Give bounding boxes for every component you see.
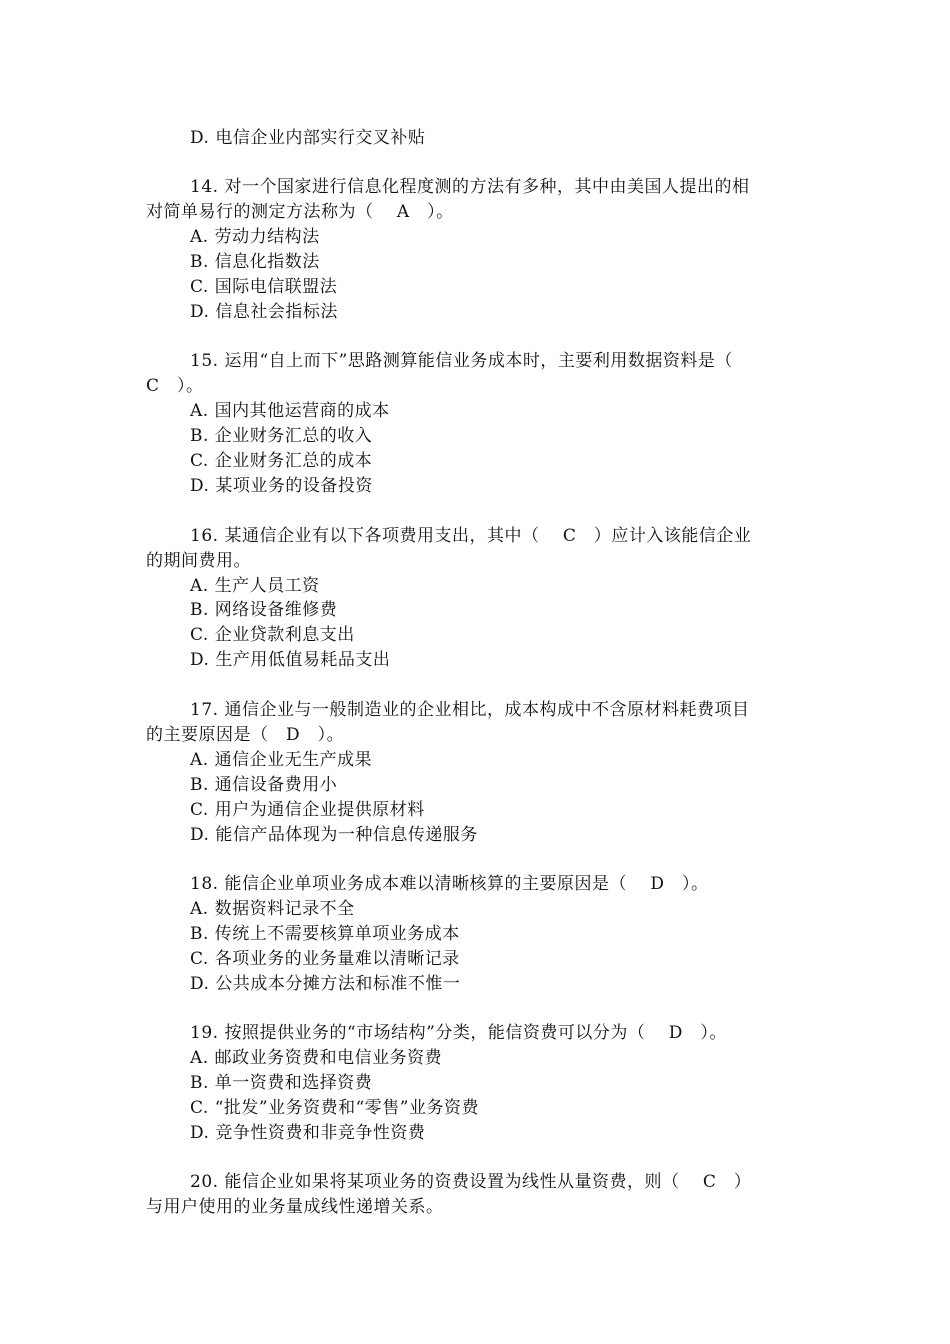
question-17-option-a: A. 通信企业无生产成果 [190, 750, 373, 770]
question-14-option-d: D. 信息社会指标法 [190, 302, 338, 322]
question-15-text: 15. 运用“自上而下”思路测算能信业务成本时，主要利用数据资料是（ [190, 351, 733, 371]
question-18-text: 18. 能信企业单项业务成本难以清晰核算的主要原因是（ D ）。 [190, 874, 709, 894]
question-18-option-d: D. 公共成本分摊方法和标准不惟一 [190, 974, 461, 994]
question-19-option-a: A. 邮政业务资费和电信业务资费 [190, 1048, 443, 1068]
question-17-text: 17. 通信企业与一般制造业的企业相比，成本构成中不含原材料耗费项目 [190, 700, 750, 720]
question-17-option-b: B. 通信设备费用小 [190, 775, 338, 795]
question-15-option-a: A. 国内其他运营商的成本 [190, 401, 390, 421]
prev-question-option-d: D. 电信企业内部实行交叉补贴 [190, 128, 426, 148]
question-16-option-c: C. 企业贷款利息支出 [190, 625, 355, 645]
question-19-option-d: D. 竞争性资费和非竞争性资费 [190, 1123, 426, 1143]
question-18-option-b: B. 传统上不需要核算单项业务成本 [190, 924, 460, 944]
question-16-text: 16. 某通信企业有以下各项费用支出，其中（ C ）应计入该能信企业 [190, 526, 752, 546]
question-14-option-c: C. 国际电信联盟法 [190, 277, 338, 297]
question-18-option-a: A. 数据资料记录不全 [190, 899, 355, 919]
question-16-option-a: A. 生产人员工资 [190, 576, 320, 596]
question-19-text: 19. 按照提供业务的“市场结构”分类，能信资费可以分为（ D ）。 [190, 1023, 727, 1043]
question-14-option-a: A. 劳动力结构法 [190, 227, 320, 247]
question-14-text: 14. 对一个国家进行信息化程度测的方法有多种，其中由美国人提出的相 [190, 177, 750, 197]
question-15-option-b: B. 企业财务汇总的收入 [190, 426, 373, 446]
question-15-option-c: C. 企业财务汇总的成本 [190, 451, 373, 471]
question-17-text-cont: 的主要原因是（ D ）。 [146, 725, 345, 745]
question-17-option-d: D. 能信产品体现为一种信息传递服务 [190, 825, 478, 845]
question-15-option-d: D. 某项业务的设备投资 [190, 476, 373, 496]
question-20-text: 20. 能信企业如果将某项业务的资费设置为线性从量资费，则（ C ） [190, 1172, 752, 1192]
question-16-option-d: D. 生产用低值易耗品支出 [190, 650, 391, 670]
question-14-text-cont: 对简单易行的测定方法称为（ A ）。 [146, 202, 454, 222]
question-14-option-b: B. 信息化指数法 [190, 252, 320, 272]
question-16-text-cont: 的期间费用。 [146, 551, 251, 571]
question-15-text-cont: C ）。 [146, 376, 204, 396]
question-19-option-b: B. 单一资费和选择资费 [190, 1073, 373, 1093]
question-17-option-c: C. 用户为通信企业提供原材料 [190, 800, 425, 820]
question-20-text-cont: 与用户使用的业务量成线性递增关系。 [146, 1197, 444, 1217]
question-18-option-c: C. 各项业务的业务量难以清晰记录 [190, 949, 460, 969]
question-16-option-b: B. 网络设备维修费 [190, 600, 338, 620]
question-19-option-c: C. “批发”业务资费和“零售”业务资费 [190, 1098, 479, 1118]
